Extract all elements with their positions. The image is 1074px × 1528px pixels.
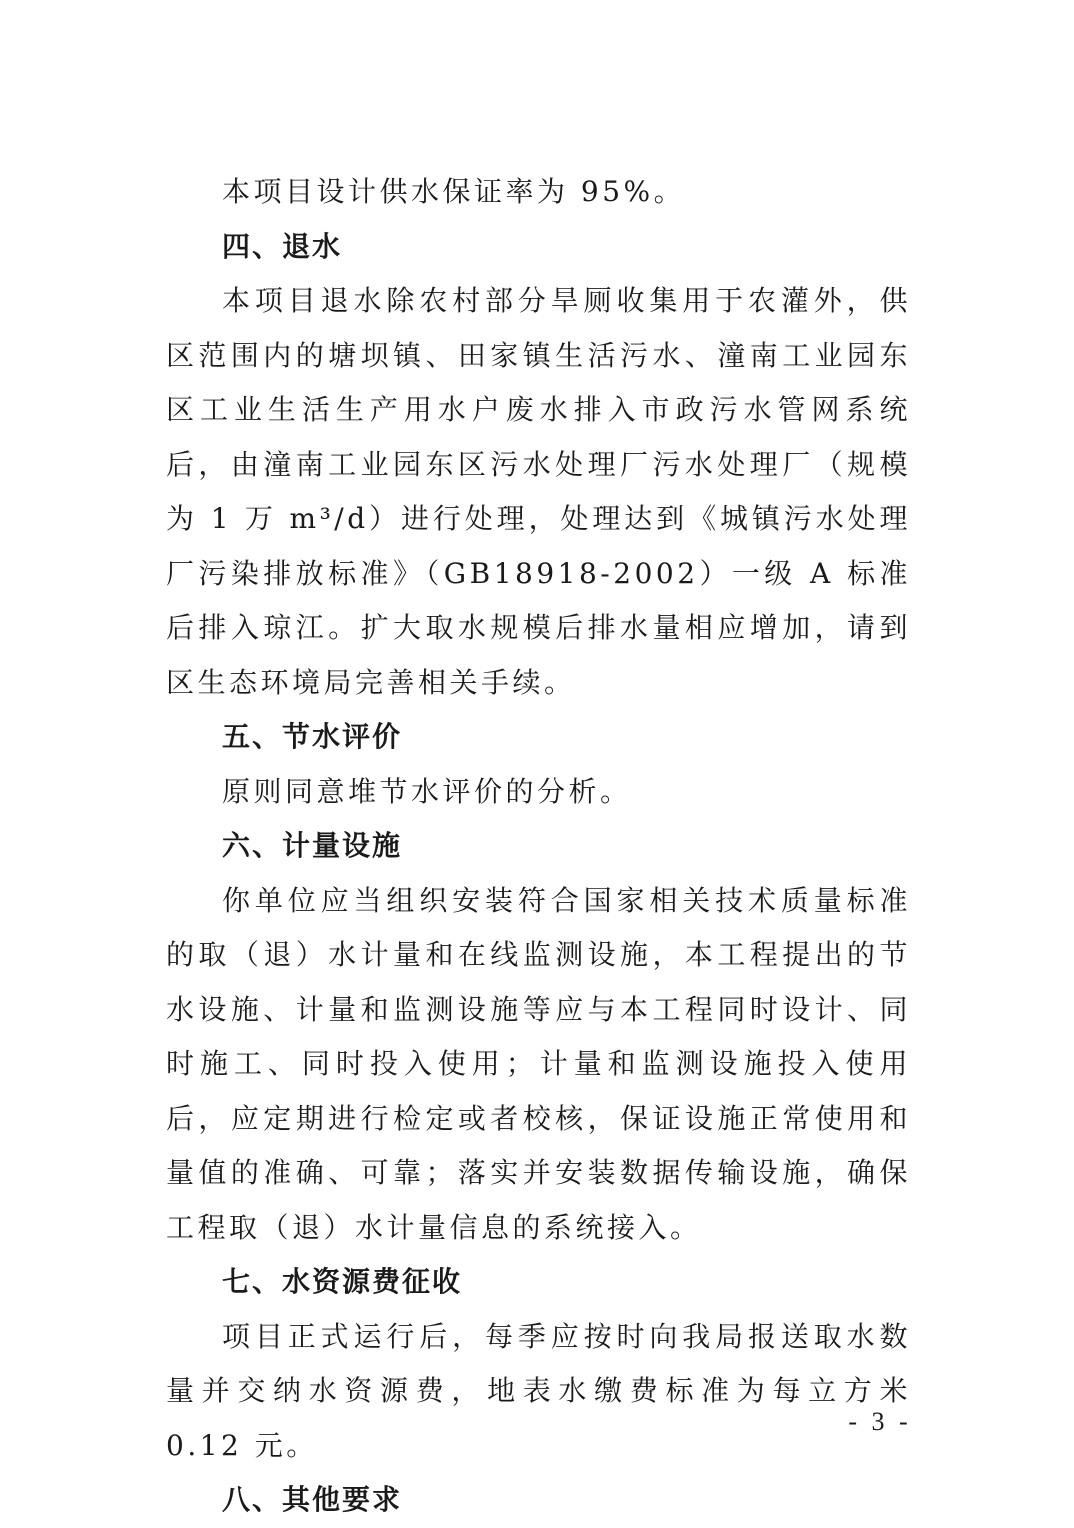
heading-metering: 六、计量设施 — [222, 829, 403, 862]
heading-water-fee: 七、水资源费征收 — [222, 1265, 463, 1298]
page-number: - 3 - — [848, 1407, 912, 1436]
paragraph-water-saving: 原则同意堆节水评价的分析。 — [222, 774, 632, 808]
paragraph-drainage: 本项目退水除农村部分旱厕收集用于农灌外，供区范围内的塘坝镇、田家镇生活污水、潼南工业园东区工业生活生产用水户废水排入市政污水管网系统后，由潼南工业园东区污水处理厂污水处理厂（规模为 1 万 m³/d）进行处理，处理达到《城镇污水处理厂污染排放标准》（GB18918-2002）一级 A 标准后排入琼江。扩大取水规模后排水量相应增加，请到区生态环境局完善相关手续。 — [166, 284, 911, 699]
heading-water-saving: 五、节水评价 — [222, 720, 403, 753]
paragraph-metering: 你单位应当组织安装符合国家相关技术质量标准的取（退）水计量和在线监测设施，本工程提出的节水设施、计量和监测设施等应与本工程同时设计、同时施工、同时投入使用；计量和监测设施投入使用后，应定期进行检定或者校核，保证设施正常使用和量值的准确、可靠；落实并安装数据传输设施，确保工程取（退）水计量信息的系统接入。 — [166, 883, 911, 1244]
document-body — [166, 165, 911, 1528]
paragraph-water-fee: 项目正式运行后，每季应按时向我局报送取水数量并交纳水资源费，地表水缴费标准为每立方米 0.12 元。 — [166, 1319, 911, 1462]
paragraph-supply-guarantee: 本项目设计供水保证率为 95%。 — [222, 175, 686, 208]
heading-other-requirements: 八、其他要求 — [222, 1483, 403, 1516]
heading-drainage: 四、退水 — [222, 229, 343, 263]
